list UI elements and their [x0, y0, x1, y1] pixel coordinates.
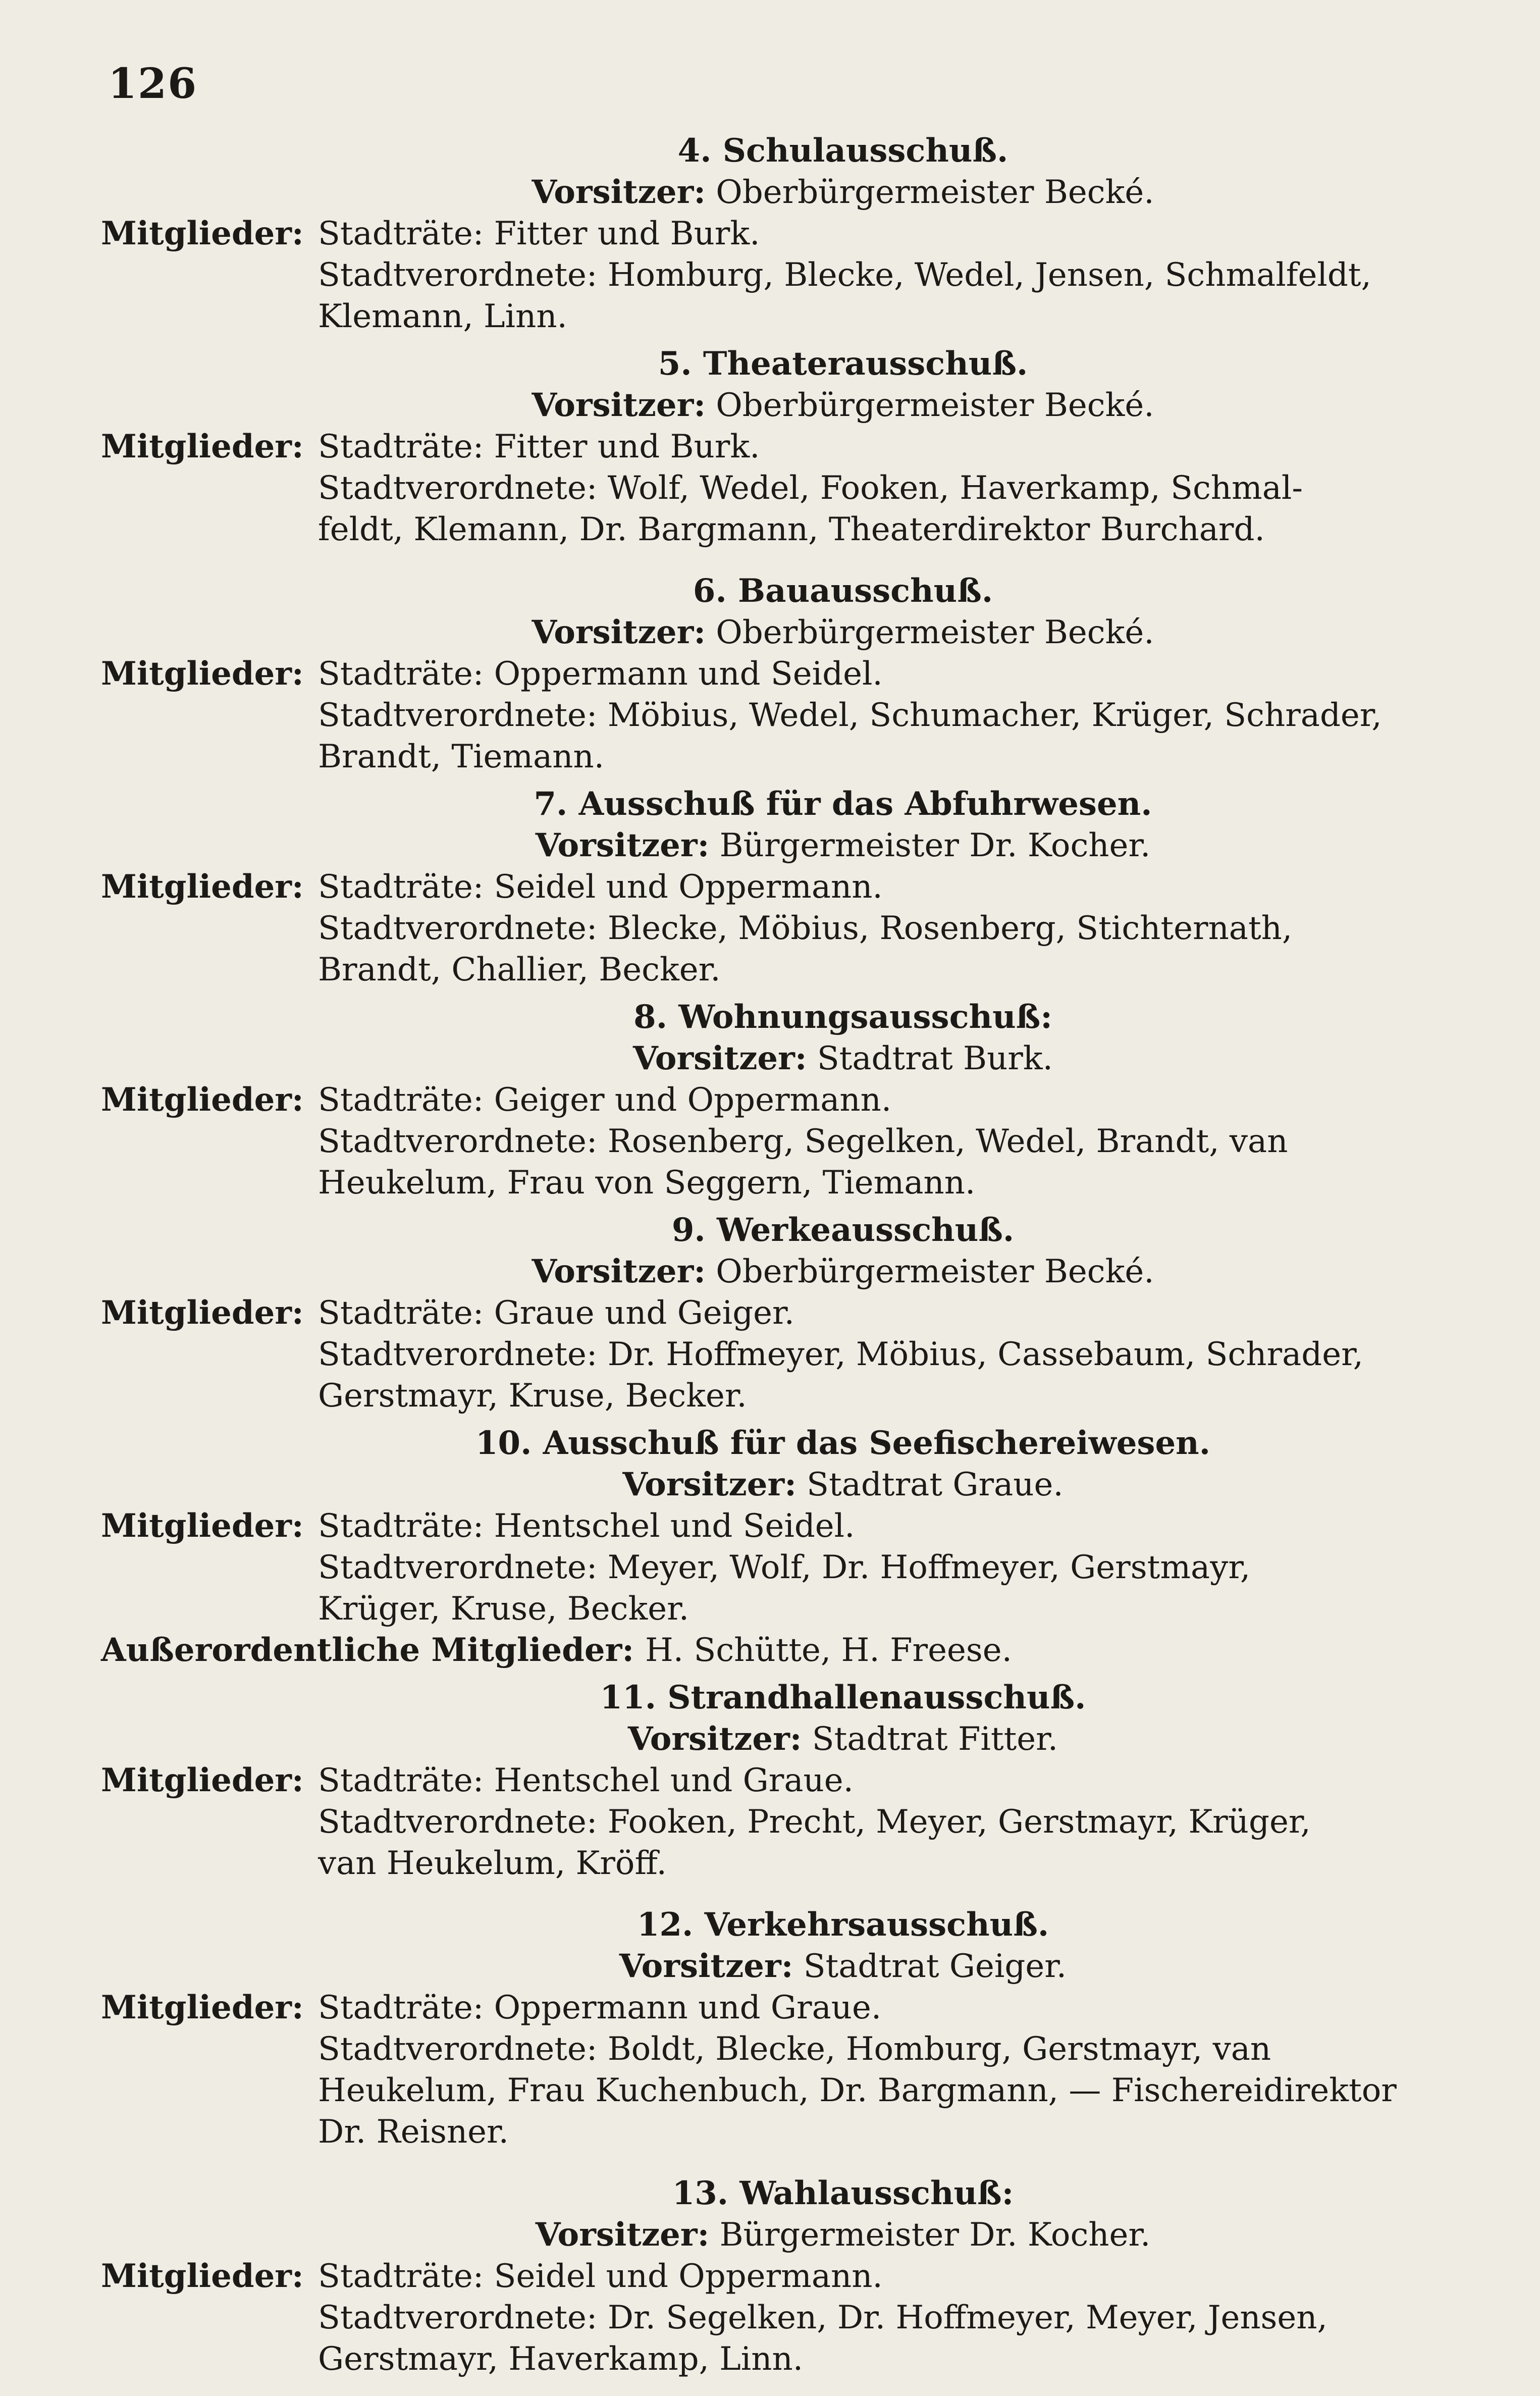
members-line: Gerstmayr, Haverkamp, Linn.: [318, 2340, 804, 2378]
members-row: [101, 1588, 1504, 1630]
members-line: Stadtverordnete: Fooken, Precht, Meyer, Gerstmayr, Krüger,: [318, 1803, 1311, 1841]
committee-title: 12. Verkehrsausschuß.: [636, 1906, 1049, 1944]
members-line: Stadtverordnete: Homburg, Blecke, Wedel, Jensen, Schmalfeldt,: [318, 256, 1371, 294]
chair-name: Stadtrat Burk.: [817, 1040, 1053, 1077]
chair-name: Bürgermeister Dr. Kocher.: [719, 2216, 1151, 2254]
members-row: [101, 1987, 1504, 2028]
members-row: [101, 949, 1504, 991]
members-row: [101, 2338, 1504, 2380]
members-line: Stadtverordnete: Dr. Hoffmeyer, Möbius, Cassebaum, Schrader,: [318, 1336, 1363, 1373]
members-row: [101, 2070, 1504, 2111]
committee-section-8: [101, 997, 1504, 1204]
chair-line: [101, 385, 1504, 426]
committee-section-6: [101, 570, 1504, 777]
chair-line: [101, 825, 1504, 866]
members-line: feldt, Klemann, Dr. Bargmann, Theaterdirektor Burchard.: [318, 511, 1265, 548]
members-label: Mitglieder:: [101, 2257, 304, 2295]
members-row: [101, 1843, 1504, 1884]
members-label: Mitglieder:: [101, 1989, 304, 2026]
chair-name: Oberbürgermeister Becké.: [716, 174, 1154, 211]
members-row: [101, 2028, 1504, 2070]
members-row: [101, 213, 1504, 254]
chair-name: Oberbürgermeister Becké.: [716, 387, 1154, 424]
members-line: Stadträte: Oppermann und Seidel.: [318, 655, 883, 693]
chair-name: Bürgermeister Dr. Kocher.: [719, 827, 1151, 864]
extra-members-label: Außerordentliche Mitglieder:: [101, 1631, 634, 1669]
members-label: Mitglieder:: [101, 1507, 304, 1545]
committee-section-5: [101, 343, 1504, 550]
members-line: Brandt, Challier, Becker.: [318, 951, 721, 988]
members-line: Stadträte: Graue und Geiger.: [318, 1294, 794, 1332]
committee-title: 13. Wahlausschuß:: [672, 2174, 1014, 2212]
members-row: [101, 2111, 1504, 2153]
members-row: [101, 509, 1504, 550]
members-row: [101, 695, 1504, 736]
chair-label: Vorsitzer:: [535, 2216, 710, 2254]
committee-section-12: [101, 1904, 1504, 2153]
members-row: [101, 736, 1504, 777]
members-row: [101, 1292, 1504, 1334]
committee-title: 4. Schulausschuß.: [677, 132, 1008, 170]
members-line: Stadträte: Seidel und Oppermann.: [318, 868, 883, 906]
members-row: [101, 1079, 1504, 1121]
committee-section-7: [101, 784, 1504, 991]
chair-line: [101, 1038, 1504, 1079]
members-line: Stadtverordnete: Blecke, Möbius, Rosenberg, Stichternath,: [318, 910, 1293, 947]
committee-title: 10. Ausschuß für das Seefischereiwesen.: [475, 1424, 1210, 1462]
members-line: Stadträte: Geiger und Oppermann.: [318, 1081, 892, 1119]
chair-line: [101, 2214, 1504, 2256]
chair-label: Vorsitzer:: [535, 826, 710, 864]
members-line: Stadträte: Hentschel und Seidel.: [318, 1507, 855, 1545]
members-label: Mitglieder:: [101, 428, 304, 465]
members-row: [101, 254, 1504, 296]
committee-title: 6. Bauausschuß.: [693, 572, 993, 610]
members-row: [101, 1505, 1504, 1547]
members-row: [101, 866, 1504, 908]
committee-section-11: [101, 1677, 1504, 1884]
members-line: Stadtverordnete: Möbius, Wedel, Schumacher, Krüger, Schrader,: [318, 697, 1382, 734]
members-row: [101, 2297, 1504, 2338]
members-row: [101, 1547, 1504, 1588]
members-line: Stadträte: Fitter und Burk.: [318, 215, 760, 252]
chair-label: Vorsitzer:: [532, 386, 706, 424]
committee-list: [101, 130, 1504, 2386]
chair-label: Vorsitzer:: [627, 1720, 802, 1758]
members-line: Klemann, Linn.: [318, 298, 567, 335]
extra-members-line: H. Schütte, H. Freese.: [645, 1632, 1012, 1669]
chair-label: Vorsitzer:: [532, 613, 706, 651]
chair-line: [101, 1251, 1504, 1292]
members-line: Heukelum, Frau Kuchenbuch, Dr. Bargmann, — Fischereidirektor: [318, 2072, 1397, 2109]
committee-title: 7. Ausschuß für das Abfuhrwesen.: [534, 785, 1152, 823]
members-row: [101, 1121, 1504, 1162]
committee-title: 9. Werkeausschuß.: [671, 1211, 1015, 1249]
members-row: [101, 1801, 1504, 1843]
members-row: [101, 296, 1504, 337]
committee-title: 8. Wohnungsausschuß:: [633, 998, 1052, 1036]
members-row: [101, 653, 1504, 695]
members-line: Brandt, Tiemann.: [318, 738, 605, 775]
members-line: Heukelum, Frau von Seggern, Tiemann.: [318, 1164, 976, 1202]
members-row: [101, 467, 1504, 509]
members-label: Mitglieder:: [101, 868, 304, 906]
chair-line: [101, 1718, 1504, 1760]
members-row: [101, 1375, 1504, 1417]
chair-line: [101, 1946, 1504, 1987]
members-line: Stadtverordnete: Rosenberg, Segelken, Wedel, Brandt, van: [318, 1123, 1288, 1160]
members-line: Dr. Reisner.: [318, 2113, 509, 2151]
committee-title: 11. Strandhallenausschuß.: [600, 1679, 1086, 1716]
members-row: [101, 1760, 1504, 1801]
members-line: Stadtverordnete: Wolf, Wedel, Fooken, Haverkamp, Schmal-: [318, 470, 1303, 507]
page-number: 126: [108, 60, 198, 108]
chair-label: Vorsitzer:: [532, 173, 706, 211]
members-label: Mitglieder:: [101, 1294, 304, 1332]
chair-name: Oberbürgermeister Becké.: [716, 614, 1154, 651]
chair-name: Stadtrat Graue.: [807, 1466, 1064, 1503]
members-line: Stadträte: Seidel und Oppermann.: [318, 2258, 883, 2295]
committee-section-9: [101, 1210, 1504, 1417]
members-line: Stadtverordnete: Dr. Segelken, Dr. Hoffmeyer, Meyer, Jensen,: [318, 2299, 1327, 2336]
members-line: Krüger, Kruse, Becker.: [318, 1590, 689, 1628]
chair-line: [101, 172, 1504, 213]
chair-label: Vorsitzer:: [622, 1466, 796, 1503]
chair-name: Stadtrat Fitter.: [812, 1721, 1058, 1758]
members-label: Mitglieder:: [101, 1081, 304, 1119]
chair-label: Vorsitzer:: [532, 1253, 706, 1290]
members-label: Mitglieder:: [101, 655, 304, 693]
members-row: [101, 426, 1504, 467]
chair-line: [101, 612, 1504, 653]
members-line: Stadtverordnete: Meyer, Wolf, Dr. Hoffmeyer, Gerstmayr,: [318, 1549, 1251, 1586]
extra-members-row: [101, 1630, 1504, 1671]
members-line: Gerstmayr, Kruse, Becker.: [318, 1377, 747, 1415]
members-line: Stadträte: Fitter und Burk.: [318, 428, 760, 465]
members-row: [101, 908, 1504, 949]
chair-name: Stadtrat Geiger.: [803, 1948, 1067, 1985]
committee-title: 5. Theaterausschuß.: [658, 345, 1028, 383]
members-row: [101, 1162, 1504, 1204]
chair-label: Vorsitzer:: [619, 1947, 793, 1985]
members-row: [101, 1334, 1504, 1375]
chair-line: [101, 1464, 1504, 1505]
members-label: Mitglieder:: [101, 215, 304, 252]
chair-name: Oberbürgermeister Becké.: [716, 1253, 1154, 1290]
members-line: Stadtverordnete: Boldt, Blecke, Homburg, Gerstmayr, van: [318, 2030, 1271, 2068]
committee-section-10: [101, 1423, 1504, 1671]
members-label: Mitglieder:: [101, 1761, 304, 1799]
committee-section-13: [101, 2173, 1504, 2380]
members-line: Stadträte: Hentschel und Graue.: [318, 1762, 854, 1799]
chair-label: Vorsitzer:: [632, 1039, 807, 1077]
members-row: [101, 2256, 1504, 2297]
members-line: van Heukelum, Kröff.: [318, 1845, 667, 1882]
committee-section-4: [101, 130, 1504, 337]
members-line: Stadträte: Oppermann und Graue.: [318, 1989, 882, 2026]
